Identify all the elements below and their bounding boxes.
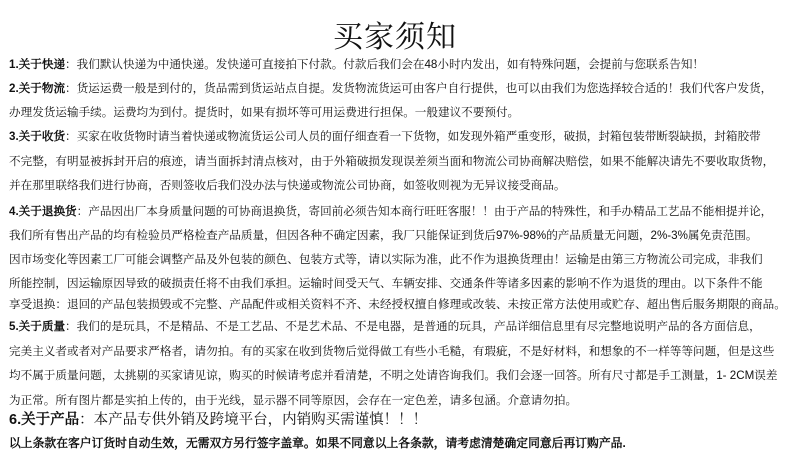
section-5-line-1: [9, 319, 761, 335]
section-text: ：本产品专供外销及跨境平台，内销购买需谨慎！！！: [79, 412, 428, 428]
section-text: ：我们默认快递为中通快递。发快递可直接拍下付款。付款后我们会在48小时内发出，如有特殊问题，会提前与您联系告知！: [65, 58, 705, 71]
section-4-line-4: 所能控制，因运输原因导致的破损责任将不由我们承担。运输时间受天气、车辆安排、交通条件等诸多因素的影响不作为退货的理由。以下条件不能: [9, 277, 763, 290]
section-3-line-1: [9, 129, 761, 145]
section-4-line-1: [9, 204, 772, 220]
section-4-line-2: 我们所有售出产品的均有检验员严格检查产品质量，但因各种不确定因素，我厂只能保证到货后97%-98%的产品质量无问题，2%-3%属免责范围。: [9, 229, 758, 242]
footer-terms: 以上条款在客户订货时自动生效，无需双方另行签字盖章。如果不同意以上各条款，请考虑清楚确定同意后再订购产品.: [9, 436, 626, 450]
section-heading: 5.关于质量: [9, 320, 66, 333]
section-text: ：买家在收货物时请当着快递或物流货运公司人员的面仔细查看一下货物，如发现外箱严重变形，破损，封箱包装带断裂缺损，封箱胶带: [65, 130, 761, 143]
section-5-line-4: 为正常。所有图片都是实拍上传的，由于光线，显示器不同等原因，会存在一定色差，请多包涵。介意请勿拍。: [9, 394, 578, 407]
section-1-line-1: [9, 57, 704, 73]
section-heading: 4.关于退换货: [9, 205, 77, 218]
section-5-line-3: 均不属于质量问题，太挑剔的买家请见谅，购买的时候请考虑并看清楚，不明之处请咨询我们。我们会逐一回答。所有尺寸都是手工测量，1- 2CM误差: [9, 369, 778, 382]
section-3-line-2: 不完整，有明显被拆封开启的痕迹，请当面拆封清点核对，由于外箱破损发现误差须当面和物流公司协商解决赔偿，如果不能解决请先不要收取货物，: [9, 155, 775, 168]
section-4-line-5: 享受退换：退回的产品包装损毁或不完整、产品配件或相关资料不齐、未经授权擅自修理或改装、未按正常方法使用或贮存、超出售后服务期限的商品。: [9, 298, 786, 311]
section-6-line-1: [9, 412, 427, 428]
section-heading: 3.关于收货: [9, 130, 66, 143]
section-3-line-3: 并在那里联络我们进行协商，否则签收后我们没办法与快递或物流公司协商，如签收则视为无异议接受商品。: [9, 179, 566, 192]
section-text: ：货运运费一般是到付的，货品需到货运站点自提。发货物流货运可由客户自行提供，也可以由我们为您选择较合适的！我们代客户发货，: [65, 82, 773, 95]
section-2-line-2: 办理发货运输手续。运费均为到付。提货时，如果有损坏等可用运费进行担保。一般建议不要预付。: [9, 106, 520, 119]
section-2-line-1: [9, 81, 772, 97]
section-heading: 1.关于快递: [9, 58, 66, 71]
section-4-line-3: 因市场变化等因素工厂可能会调整产品及外包装的颜色、包装方式等，请以实际为准，此不作为退换货理由！运输是由第三方物流公司完成，非我们: [9, 253, 763, 266]
section-text: ：我们的是玩具，不是精品、不是工艺品、不是艺术品、不是电器，是普通的玩具，产品详细信息里有尽完整地说明产品的各方面信息，: [65, 320, 761, 333]
page-title: 买家须知: [333, 21, 457, 54]
section-5-line-2: 完美主义者或者对产品要求严格者，请勿拍。有的买家在收到货物后觉得做工有些小毛糙，有瑕疵，不是好材料，和想象的不一样等等问题，但是这些: [9, 345, 775, 358]
section-text: ：产品因出厂本身质量问题的可协商退换货，寄回前必须告知本商行旺旺客服！！由于产品的特殊性，和手办精品工艺品不能相提并论，: [76, 205, 773, 218]
section-heading: 2.关于物流: [9, 82, 66, 95]
section-heading: 6.关于产品: [9, 412, 80, 428]
